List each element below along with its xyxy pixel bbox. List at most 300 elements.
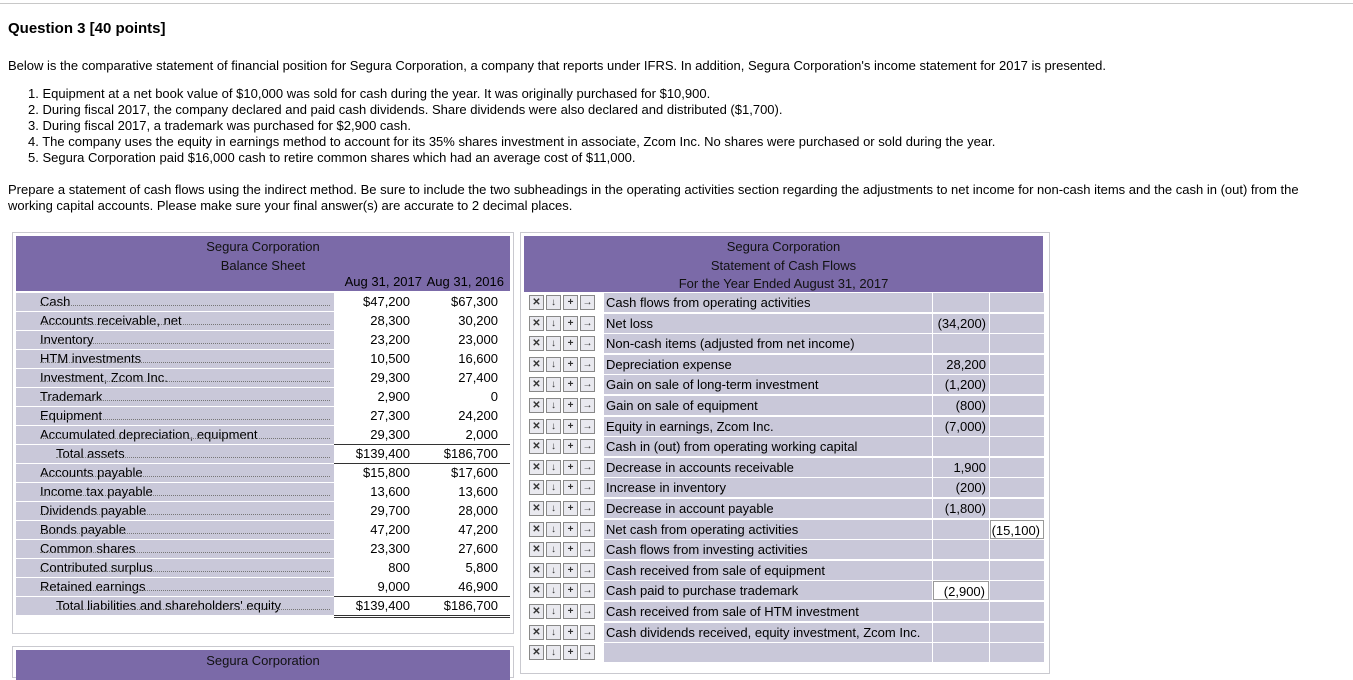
list-item: 5. Segura Corporation paid $16,000 cash to retire common shares which had an average cost of $11,000. — [28, 150, 636, 165]
amount-cell[interactable] — [933, 478, 989, 497]
row-label: Retained earnings — [40, 579, 146, 594]
total-cell[interactable] — [990, 417, 1044, 436]
row-controls — [529, 377, 601, 392]
row-label: Accounts receivable, net — [40, 313, 182, 328]
move-down-icon[interactable]: ↓ — [546, 295, 561, 310]
amount-cell[interactable] — [933, 643, 989, 662]
indent-icon[interactable]: → — [580, 625, 595, 640]
value-2017 — [334, 502, 422, 520]
leader-dots — [40, 514, 330, 515]
move-down-icon[interactable]: ↓ — [546, 583, 561, 598]
value-2017 — [334, 597, 422, 618]
insert-icon[interactable]: + — [563, 625, 578, 640]
amount-text: (800) — [955, 398, 986, 413]
row-label: Cash paid to purchase trademark — [606, 583, 799, 599]
amount-text: (34,200) — [937, 315, 986, 331]
insert-icon[interactable]: + — [563, 316, 578, 331]
total-cell[interactable] — [990, 396, 1044, 415]
row-label-cell — [16, 331, 334, 349]
indent-icon[interactable]: → — [580, 336, 595, 351]
insert-icon[interactable]: + — [563, 583, 578, 598]
total-cell[interactable] — [990, 581, 1044, 600]
row-label-cell — [16, 597, 334, 615]
delete-icon[interactable]: ✕ — [529, 295, 544, 310]
value-2016 — [422, 521, 510, 539]
delete-icon[interactable]: ✕ — [529, 480, 544, 495]
value-2016 — [422, 350, 510, 368]
leader-dots — [40, 533, 330, 534]
company-name: Segura Corporation — [206, 239, 320, 254]
value-text: $17,600 — [451, 465, 498, 480]
row-label: Cash flows from investing activities — [606, 542, 808, 558]
indent-icon[interactable]: → — [580, 439, 595, 454]
amount-cell[interactable] — [933, 334, 989, 353]
row-label-cell[interactable] — [604, 478, 932, 497]
amount-cell[interactable] — [933, 314, 989, 333]
move-down-icon[interactable]: ↓ — [546, 625, 561, 640]
amount-text: 28,200 — [946, 356, 986, 372]
row-label: Decrease in account payable — [606, 501, 774, 516]
delete-icon[interactable]: ✕ — [529, 522, 544, 537]
delete-icon[interactable]: ✕ — [529, 604, 544, 619]
move-down-icon[interactable]: ↓ — [546, 522, 561, 537]
leader-dots — [40, 324, 330, 325]
row-label-cell — [16, 502, 334, 520]
value-2017 — [334, 578, 422, 597]
indent-icon[interactable]: → — [580, 295, 595, 310]
move-down-icon[interactable]: ↓ — [546, 645, 561, 660]
insert-icon[interactable]: + — [563, 480, 578, 495]
amount-cell[interactable] — [933, 437, 989, 456]
company-name: Segura Corporation — [726, 239, 841, 254]
value-text: $67,300 — [451, 294, 498, 309]
leader-dots — [40, 419, 330, 420]
value-text: 10,500 — [370, 351, 410, 366]
row-label-cell[interactable] — [604, 499, 932, 518]
total-cell[interactable] — [990, 293, 1044, 312]
value-text: 23,000 — [458, 332, 498, 347]
value-text: 5,800 — [465, 560, 498, 575]
move-down-icon[interactable]: ↓ — [546, 419, 561, 434]
row-label: Total liabilities and shareholders' equity — [56, 598, 282, 613]
insert-icon[interactable]: + — [563, 398, 578, 413]
row-controls — [529, 522, 601, 537]
row-label-cell[interactable] — [604, 623, 932, 642]
value-2017 — [334, 426, 422, 445]
amount-cell[interactable] — [933, 581, 989, 600]
delete-icon[interactable]: ✕ — [529, 419, 544, 434]
value-2016 — [422, 464, 510, 482]
row-label: Inventory — [40, 332, 94, 347]
amount-cell[interactable] — [933, 375, 989, 394]
row-label-cell[interactable] — [604, 561, 932, 580]
row-label: Net loss — [606, 315, 653, 331]
amount-cell[interactable] — [933, 602, 989, 621]
value-2016 — [422, 312, 510, 330]
row-label: Equipment — [40, 408, 103, 423]
amount-cell[interactable] — [933, 561, 989, 580]
row-label-cell — [16, 521, 334, 539]
leader-dots — [40, 495, 330, 496]
row-label-cell[interactable] — [604, 314, 932, 333]
row-controls — [529, 419, 601, 434]
leader-dots — [40, 362, 330, 363]
instructions-list — [28, 86, 995, 166]
row-label: Accounts payable — [40, 465, 143, 480]
row-label: Gain on sale of long-term investment — [606, 377, 819, 393]
value-text: 46,900 — [458, 579, 498, 594]
value-2016 — [422, 369, 510, 387]
row-controls — [529, 460, 601, 475]
row-label-cell[interactable] — [604, 293, 932, 312]
total-cell[interactable] — [990, 623, 1044, 642]
row-label-cell — [16, 445, 334, 463]
insert-icon[interactable]: + — [563, 645, 578, 660]
value-2017 — [334, 369, 422, 387]
leader-dots — [40, 305, 330, 306]
delete-icon[interactable]: ✕ — [529, 501, 544, 516]
total-cell[interactable] — [990, 478, 1044, 497]
total-cell[interactable] — [990, 561, 1044, 580]
insert-icon[interactable]: + — [563, 542, 578, 557]
list-item: 1. Equipment at a net book value of $10,000 was sold for cash during the year. It was originally purchased for $10,900. — [28, 86, 711, 101]
insert-icon[interactable]: + — [563, 295, 578, 310]
row-label-cell[interactable] — [604, 417, 932, 436]
indent-icon[interactable]: → — [580, 583, 595, 598]
insert-icon[interactable]: + — [563, 563, 578, 578]
row-label-cell — [16, 407, 334, 425]
row-controls — [529, 645, 601, 660]
indent-icon[interactable]: → — [580, 398, 595, 413]
row-controls — [529, 625, 601, 640]
value-2017 — [334, 445, 422, 466]
indent-icon[interactable]: → — [580, 316, 595, 331]
row-label: Equity in earnings, Zcom Inc. — [606, 418, 774, 434]
total-cell[interactable] — [990, 334, 1044, 353]
value-2016 — [422, 331, 510, 349]
statement-title: Balance Sheet — [220, 258, 306, 273]
cash-flow-header — [524, 236, 1043, 292]
row-label-cell[interactable] — [604, 375, 932, 394]
amount-text: (1,200) — [944, 377, 986, 393]
indent-icon[interactable]: → — [580, 563, 595, 578]
value-2017 — [334, 312, 422, 330]
row-label-cell[interactable] — [604, 355, 932, 374]
value-2016 — [422, 407, 510, 425]
value-2017 — [334, 331, 422, 349]
value-2017 — [334, 521, 422, 539]
value-text: 2,900 — [377, 389, 410, 404]
row-controls — [529, 563, 601, 578]
value-2016 — [422, 426, 510, 445]
value-text: 9,000 — [377, 579, 410, 594]
delete-icon[interactable]: ✕ — [529, 439, 544, 454]
value-text: 800 — [388, 560, 410, 575]
total-cell[interactable] — [990, 314, 1044, 333]
amount-cell[interactable] — [933, 520, 989, 539]
indent-icon[interactable]: → — [580, 604, 595, 619]
question-title: Question 3 [40 points] — [8, 20, 166, 37]
row-label-cell — [16, 559, 334, 577]
value-2017 — [334, 483, 422, 501]
row-controls — [529, 501, 601, 516]
amount-text: (200) — [955, 480, 986, 496]
move-down-icon[interactable]: ↓ — [546, 460, 561, 475]
row-label: Net cash from operating activities — [606, 521, 799, 537]
row-label: Depreciation expense — [606, 356, 732, 372]
row-label: Increase in inventory — [606, 480, 726, 496]
amount-cell[interactable] — [933, 417, 989, 436]
row-label-cell[interactable] — [604, 437, 932, 456]
row-label-cell[interactable] — [604, 643, 932, 662]
value-2016 — [422, 597, 510, 618]
insert-icon[interactable]: + — [563, 357, 578, 372]
row-label-cell — [16, 350, 334, 368]
insert-icon[interactable]: + — [563, 419, 578, 434]
value-text: 30,200 — [458, 313, 498, 328]
move-down-icon[interactable]: ↓ — [546, 563, 561, 578]
value-2016 — [422, 445, 510, 466]
delete-icon[interactable]: ✕ — [529, 583, 544, 598]
value-text: 23,300 — [370, 541, 410, 556]
total-cell[interactable] — [990, 540, 1044, 559]
amount-cell[interactable] — [933, 458, 989, 477]
move-down-icon[interactable]: ↓ — [546, 604, 561, 619]
row-label: Dividends payable — [40, 503, 147, 518]
leader-dots — [40, 590, 330, 591]
row-controls — [529, 398, 601, 413]
value-2016 — [422, 559, 510, 577]
indent-icon[interactable]: → — [580, 645, 595, 660]
row-label: Accumulated depreciation, equipment — [40, 427, 258, 442]
delete-icon[interactable]: ✕ — [529, 357, 544, 372]
list-item: 3. During fiscal 2017, a trademark was purchased for $2,900 cash. — [28, 118, 411, 133]
value-text: 27,400 — [458, 370, 498, 385]
indent-icon[interactable]: → — [580, 522, 595, 537]
row-label-cell — [16, 483, 334, 501]
delete-icon[interactable]: ✕ — [529, 336, 544, 351]
total-cell[interactable] — [990, 643, 1044, 662]
row-label-cell[interactable] — [604, 334, 932, 353]
row-label-cell — [16, 464, 334, 482]
row-controls — [529, 480, 601, 495]
value-2017 — [334, 464, 422, 482]
value-text: $186,700 — [443, 598, 498, 613]
row-label: Total assets — [56, 446, 125, 461]
indent-icon[interactable]: → — [580, 480, 595, 495]
indent-icon[interactable]: → — [580, 377, 595, 392]
value-text: 29,300 — [370, 427, 410, 442]
delete-icon[interactable]: ✕ — [529, 625, 544, 640]
cash-flow-panel — [520, 232, 1050, 674]
row-label: Cash in (out) from operating working capital — [606, 439, 858, 455]
leader-dots — [40, 438, 330, 439]
row-label-cell[interactable] — [604, 540, 932, 559]
row-controls — [529, 336, 601, 351]
delete-icon[interactable]: ✕ — [529, 460, 544, 475]
insert-icon[interactable]: + — [563, 604, 578, 619]
leader-dots — [40, 571, 330, 572]
amount-cell[interactable] — [933, 396, 989, 415]
value-text: $139,400 — [355, 598, 410, 613]
total-cell[interactable] — [990, 458, 1044, 477]
value-2017 — [334, 540, 422, 558]
value-text: 0 — [490, 389, 498, 404]
amount-cell[interactable] — [933, 499, 989, 518]
row-label: Non-cash items (adjusted from net income) — [606, 336, 855, 352]
value-2017 — [334, 407, 422, 425]
leader-dots — [40, 381, 330, 382]
row-label: Common shares — [40, 541, 136, 556]
value-text: 2,000 — [465, 427, 498, 442]
col-header-2017: Aug 31, 2017 — [344, 274, 422, 289]
row-label-cell — [16, 388, 334, 406]
total-cell[interactable] — [990, 520, 1044, 539]
value-2017 — [334, 350, 422, 368]
insert-icon[interactable]: + — [563, 501, 578, 516]
amount-text: (1,800) — [944, 501, 986, 516]
delete-icon[interactable]: ✕ — [529, 563, 544, 578]
balance-sheet-2-panel — [12, 646, 514, 678]
row-label-cell — [16, 293, 334, 311]
insert-icon[interactable]: + — [563, 336, 578, 351]
value-text: $139,400 — [355, 446, 410, 461]
move-down-icon[interactable]: ↓ — [546, 377, 561, 392]
value-2016 — [422, 483, 510, 501]
value-text: 27,300 — [370, 408, 410, 423]
row-label-cell — [16, 426, 334, 444]
row-label-cell — [16, 312, 334, 330]
delete-icon[interactable]: ✕ — [529, 377, 544, 392]
amount-cell[interactable] — [933, 293, 989, 312]
row-label-cell[interactable] — [604, 458, 932, 477]
amount-cell[interactable] — [933, 355, 989, 374]
value-text: 24,200 — [458, 408, 498, 423]
row-label-cell — [16, 369, 334, 387]
move-down-icon[interactable]: ↓ — [546, 336, 561, 351]
value-2016 — [422, 293, 510, 311]
row-label: Decrease in accounts receivable — [606, 459, 794, 475]
move-down-icon[interactable]: ↓ — [546, 316, 561, 331]
indent-icon[interactable]: → — [580, 542, 595, 557]
leader-dots — [40, 343, 330, 344]
move-down-icon[interactable]: ↓ — [546, 542, 561, 557]
row-controls — [529, 316, 601, 331]
value-text: 27,600 — [458, 541, 498, 556]
row-label: Bonds payable — [40, 522, 127, 537]
move-down-icon[interactable]: ↓ — [546, 439, 561, 454]
row-label: HTM investments — [40, 351, 142, 366]
amount-cell[interactable] — [933, 540, 989, 559]
row-label: Cash received from sale of HTM investment — [606, 604, 859, 619]
value-2016 — [422, 540, 510, 558]
value-text: 13,600 — [458, 484, 498, 499]
move-down-icon[interactable]: ↓ — [546, 398, 561, 413]
insert-icon[interactable]: + — [563, 460, 578, 475]
row-controls — [529, 542, 601, 557]
leader-dots — [40, 400, 330, 401]
amount-cell[interactable] — [933, 623, 989, 642]
value-text: 13,600 — [370, 484, 410, 499]
value-text: $47,200 — [363, 294, 410, 309]
value-text: 28,000 — [458, 503, 498, 518]
total-text: (15,100) — [991, 522, 1040, 538]
row-label: Investment, Zcom Inc. — [40, 370, 168, 385]
delete-icon[interactable]: ✕ — [529, 645, 544, 660]
company-name: Segura Corporation — [206, 653, 320, 668]
total-cell[interactable] — [990, 355, 1044, 374]
value-2016 — [422, 578, 510, 597]
statement-title: Statement of Cash Flows — [710, 258, 857, 273]
indent-icon[interactable]: → — [580, 357, 595, 372]
value-text: 47,200 — [370, 522, 410, 537]
row-label-cell[interactable] — [604, 581, 932, 600]
row-label-cell[interactable] — [604, 520, 932, 539]
prepare-text: Prepare a statement of cash flows using the indirect method. Be sure to include the two subheadings in the operating activities section regarding the adjustments to net income for non-cash items and the cash in (out) from the working capital accounts. Please make sure your final answer(s) are accurate to 2 decimal places. — [8, 182, 1299, 213]
row-label-cell — [16, 578, 334, 596]
total-cell[interactable] — [990, 499, 1044, 518]
row-label: Gain on sale of equipment — [606, 398, 758, 413]
row-label: Cash received from sale of equipment — [606, 562, 825, 578]
indent-icon[interactable]: → — [580, 501, 595, 516]
value-2016 — [422, 388, 510, 406]
value-text: 23,200 — [370, 332, 410, 347]
statement-period: For the Year Ended August 31, 2017 — [678, 276, 889, 291]
indent-icon[interactable]: → — [580, 419, 595, 434]
row-label-cell[interactable] — [604, 396, 932, 415]
row-controls — [529, 439, 601, 454]
value-text: 28,300 — [370, 313, 410, 328]
row-label: Cash — [40, 294, 71, 309]
row-label: Contributed surplus — [40, 560, 153, 575]
amount-text: (7,000) — [944, 418, 986, 434]
col-header-2016: Aug 31, 2016 — [426, 274, 504, 289]
row-controls — [529, 583, 601, 598]
indent-icon[interactable]: → — [580, 460, 595, 475]
amount-text: (2,900) — [943, 584, 985, 600]
delete-icon[interactable]: ✕ — [529, 542, 544, 557]
value-2016 — [422, 502, 510, 520]
value-text: 16,600 — [458, 351, 498, 366]
row-label: Cash flows from operating activities — [606, 295, 811, 310]
move-down-icon[interactable]: ↓ — [546, 480, 561, 495]
value-text: $186,700 — [443, 446, 498, 461]
move-down-icon[interactable]: ↓ — [546, 501, 561, 516]
value-text: $15,800 — [363, 465, 410, 480]
move-down-icon[interactable]: ↓ — [546, 357, 561, 372]
balance-sheet-2-header — [16, 650, 510, 680]
value-text: 29,300 — [370, 370, 410, 385]
leader-dots — [40, 552, 330, 553]
insert-icon[interactable]: + — [563, 522, 578, 537]
list-item: 2. During fiscal 2017, the company declared and paid cash dividends. Share dividends were also declared and distributed ($1,700). — [28, 102, 783, 117]
delete-icon[interactable]: ✕ — [529, 316, 544, 331]
value-2017 — [334, 293, 422, 311]
insert-icon[interactable]: + — [563, 439, 578, 454]
leader-dots — [40, 476, 330, 477]
total-cell[interactable] — [990, 437, 1044, 456]
row-label-cell — [16, 540, 334, 558]
row-label-cell[interactable] — [604, 602, 932, 621]
delete-icon[interactable]: ✕ — [529, 398, 544, 413]
total-cell[interactable] — [990, 602, 1044, 621]
leader-dots — [56, 609, 330, 610]
total-cell[interactable] — [990, 375, 1044, 394]
top-divider — [0, 3, 1353, 4]
row-controls — [529, 357, 601, 372]
value-2017 — [334, 559, 422, 577]
insert-icon[interactable]: + — [563, 377, 578, 392]
